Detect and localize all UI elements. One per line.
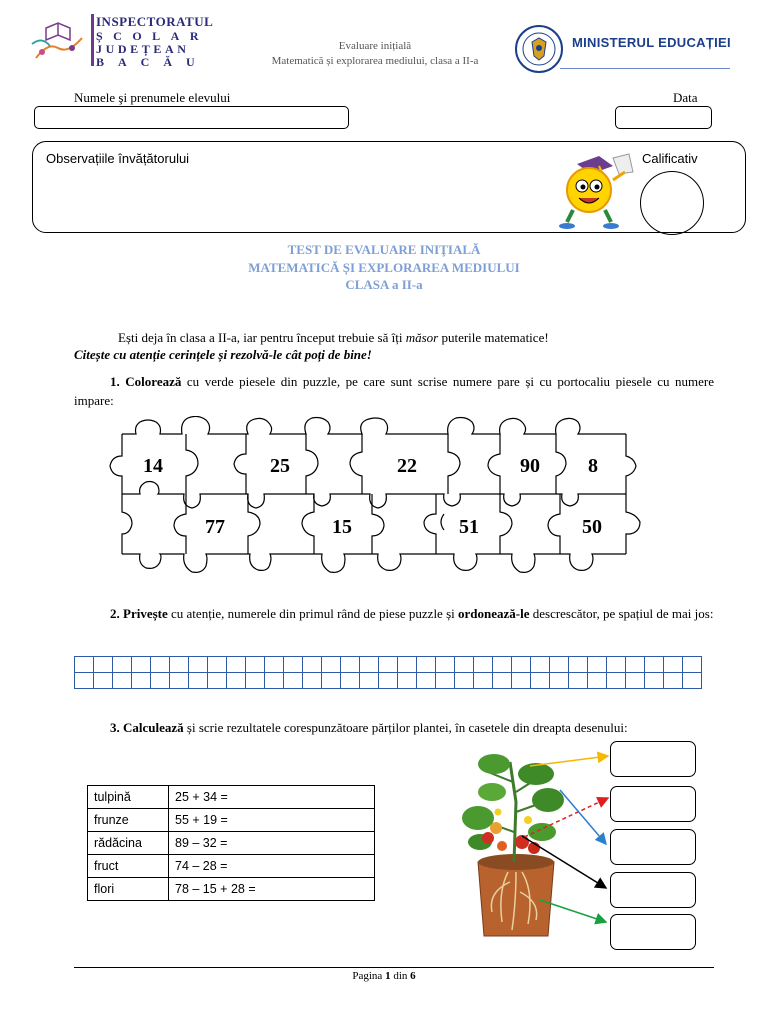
calc-expression[interactable]: 25 + 34 = (169, 786, 375, 809)
student-name-field[interactable] (34, 106, 349, 129)
grid-cell[interactable] (569, 673, 588, 689)
date-label: Data (673, 90, 698, 105)
arrow-red (518, 798, 608, 840)
grid-cell[interactable] (569, 657, 588, 673)
task1-text (74, 372, 714, 410)
page-prefix: Pagina (352, 970, 386, 982)
grid-cell[interactable] (398, 673, 417, 689)
grid-cell[interactable] (227, 657, 246, 673)
grid-cell[interactable] (94, 673, 113, 689)
grid-cell[interactable] (265, 673, 284, 689)
calc-expression[interactable]: 89 – 32 = (169, 832, 375, 855)
arrow-black (522, 836, 606, 888)
grid-cell[interactable] (246, 673, 265, 689)
grid-cell[interactable] (626, 657, 645, 673)
puzzle-bottom-3[interactable]: 51 (459, 516, 479, 538)
grid-cell[interactable] (341, 673, 360, 689)
grid-cell[interactable] (132, 673, 151, 689)
intro-instruction: Citește cu atenție cerințele și rezolvă-le cât poți de bine! (74, 347, 372, 362)
calc-expression[interactable]: 55 + 19 = (169, 809, 375, 832)
grid-cell[interactable] (417, 673, 436, 689)
grid-cell[interactable] (189, 673, 208, 689)
plant-part: tulpină (88, 786, 169, 809)
observations-label: Observațiile învățătorului (46, 151, 190, 166)
arrow-green (540, 900, 606, 922)
grid-cell[interactable] (75, 673, 94, 689)
puzzle-outline (100, 416, 645, 578)
grid-cell[interactable] (683, 673, 702, 689)
plant-part: frunze (88, 809, 169, 832)
isj-name (96, 14, 224, 69)
grid-cell[interactable] (493, 673, 512, 689)
arrow-blue (560, 790, 606, 844)
grid-cell[interactable] (151, 673, 170, 689)
grid-cell[interactable] (588, 673, 607, 689)
grid-cell[interactable] (664, 673, 683, 689)
grid-cell[interactable] (132, 657, 151, 673)
answer-box-1[interactable] (610, 741, 696, 777)
header-subject: Matematică și explorarea mediului, clasa a II-a (271, 55, 479, 67)
grid-cell[interactable] (474, 657, 493, 673)
grid-cell[interactable] (360, 673, 379, 689)
table-row (88, 832, 375, 855)
grid-cell[interactable] (322, 673, 341, 689)
header-separator (91, 14, 94, 66)
answer-grid[interactable] (74, 656, 702, 689)
student-name-label: Numele şi prenumele elevului (74, 90, 231, 105)
grid-cell[interactable] (455, 673, 474, 689)
grid-cell[interactable] (626, 673, 645, 689)
intro-italic: măsor (405, 330, 439, 345)
grid-cell[interactable] (645, 657, 664, 673)
puzzle-top-1[interactable]: 14 (143, 455, 163, 477)
grid-cell[interactable] (531, 657, 550, 673)
puzzle-bottom-2[interactable]: 15 (332, 516, 352, 538)
grid-cell[interactable] (512, 657, 531, 673)
grid-cell[interactable] (265, 657, 284, 673)
grid-cell[interactable] (550, 673, 569, 689)
page-total: 6 (410, 970, 416, 982)
task2-body1: cu atenție, numerele din primul rând de piese puzzle și (167, 606, 458, 621)
task3-verb: Calculează (123, 720, 184, 735)
plant-part: flori (88, 878, 169, 901)
grid-cell[interactable] (113, 657, 132, 673)
answer-box-4[interactable] (610, 872, 696, 908)
grid-cell[interactable] (474, 673, 493, 689)
grid-cell[interactable] (227, 673, 246, 689)
header-center (250, 39, 500, 69)
grid-cell[interactable] (170, 657, 189, 673)
intro-part2: puterile matematice! (438, 330, 549, 345)
grade-circle[interactable] (640, 171, 704, 235)
plant-part: rădăcina (88, 832, 169, 855)
puzzle-bottom-4[interactable]: 50 (582, 516, 602, 538)
calc-expression[interactable]: 78 – 15 + 28 = (169, 878, 375, 901)
grid-cell[interactable] (303, 673, 322, 689)
task2-verb1: Privește (123, 606, 168, 621)
test-title-line1: TEST DE EVALUARE INIŢIALĂ (287, 242, 481, 257)
table-row (88, 809, 375, 832)
task1-verb: Colorează (125, 374, 182, 389)
ministry-name: MINISTERUL EDUCAȚIEI (572, 35, 731, 50)
answer-box-3[interactable] (610, 829, 696, 865)
grid-cell[interactable] (94, 657, 113, 673)
arrow-yellow (530, 756, 608, 766)
puzzle-bottom-1[interactable]: 77 (205, 516, 225, 538)
grid-cell[interactable] (607, 673, 626, 689)
grid-cell[interactable] (379, 657, 398, 673)
grid-cell[interactable] (284, 673, 303, 689)
grid-cell[interactable] (607, 657, 626, 673)
grid-cell[interactable] (341, 657, 360, 673)
grid-cell[interactable] (436, 657, 455, 673)
book-icon (28, 14, 90, 64)
grid-row (75, 657, 702, 673)
answer-box-2[interactable] (610, 786, 696, 822)
table-row (88, 878, 375, 901)
grid-cell[interactable] (531, 673, 550, 689)
grid-cell[interactable] (151, 657, 170, 673)
task3-body: și scrie rezultatele corespunzătoare părților plantei, în casetele din dreapta desenului: (183, 720, 628, 735)
task1-body: cu verde piesele din puzzle, pe care sunt scrise numere pare și cu portocaliu piesele cu numere impare: (74, 374, 714, 408)
grid-cell[interactable] (512, 673, 531, 689)
grid-cell[interactable] (246, 657, 265, 673)
test-title-line3: CLASA a II-a (345, 277, 423, 292)
grid-cell[interactable] (170, 673, 189, 689)
puzzle (100, 416, 645, 578)
task2-verb2: ordonează-le (458, 606, 530, 621)
footer-rule (74, 967, 714, 968)
task2-body2: descrescător, pe spațiul de mai jos: (529, 606, 714, 621)
grid-cell[interactable] (664, 657, 683, 673)
grid-cell[interactable] (588, 657, 607, 673)
plant-part: fruct (88, 855, 169, 878)
grid-cell[interactable] (75, 657, 94, 673)
page-current: 1 (385, 970, 391, 982)
isj-logo (28, 14, 90, 64)
grid-cell[interactable] (436, 673, 455, 689)
graduate-mascot-icon (553, 150, 639, 232)
grid-cell[interactable] (303, 657, 322, 673)
puzzle-top-5[interactable]: 8 (588, 455, 598, 477)
isj-line-1: INSPECTORATUL (96, 14, 214, 29)
grid-cell[interactable] (493, 657, 512, 673)
page-number (0, 970, 768, 982)
grid-cell[interactable] (208, 673, 227, 689)
header-rule (560, 68, 730, 69)
date-field[interactable] (615, 106, 712, 129)
grid-cell[interactable] (455, 657, 474, 673)
table-row (88, 855, 375, 878)
calc-table (87, 785, 375, 901)
page-middle: din (390, 970, 411, 982)
grid-cell[interactable] (398, 657, 417, 673)
grade-label: Calificativ (642, 151, 698, 166)
grid-cell[interactable] (683, 657, 702, 673)
task2-text (74, 604, 714, 623)
answer-box-5[interactable] (610, 914, 696, 950)
isj-line-2: ȘCOLAR (96, 29, 210, 43)
task3-number: 3. (110, 720, 120, 735)
grid-cell[interactable] (645, 673, 664, 689)
grid-cell[interactable] (208, 657, 227, 673)
task1-number: 1. (110, 374, 120, 389)
puzzle-top-4[interactable]: 90 (520, 455, 540, 477)
header-evaluation: Evaluare inițială (338, 40, 412, 52)
grid-cell[interactable] (113, 673, 132, 689)
grid-row (75, 673, 702, 689)
task2-number: 2. (110, 606, 120, 621)
intro-part1: Ești deja în clasa a II-a, iar pentru început trebuie să îți (118, 330, 406, 345)
grid-cell[interactable] (284, 657, 303, 673)
grid-cell[interactable] (189, 657, 208, 673)
puzzle-top-3[interactable]: 22 (397, 455, 417, 477)
isj-line-4: BACĂU (96, 55, 209, 69)
grid-cell[interactable] (360, 657, 379, 673)
table-row (88, 786, 375, 809)
grid-cell[interactable] (379, 673, 398, 689)
grid-cell[interactable] (417, 657, 436, 673)
test-title-line2: MATEMATICĂ ȘI EXPLORAREA MEDIULUI (248, 260, 520, 275)
ministry-seal-icon (514, 24, 564, 74)
grid-cell[interactable] (322, 657, 341, 673)
puzzle-top-2[interactable]: 25 (270, 455, 290, 477)
grid-cell[interactable] (550, 657, 569, 673)
task3-text (74, 718, 714, 737)
calc-expression[interactable]: 74 – 28 = (169, 855, 375, 878)
isj-line-3: JUDEȚEAN (96, 42, 190, 56)
